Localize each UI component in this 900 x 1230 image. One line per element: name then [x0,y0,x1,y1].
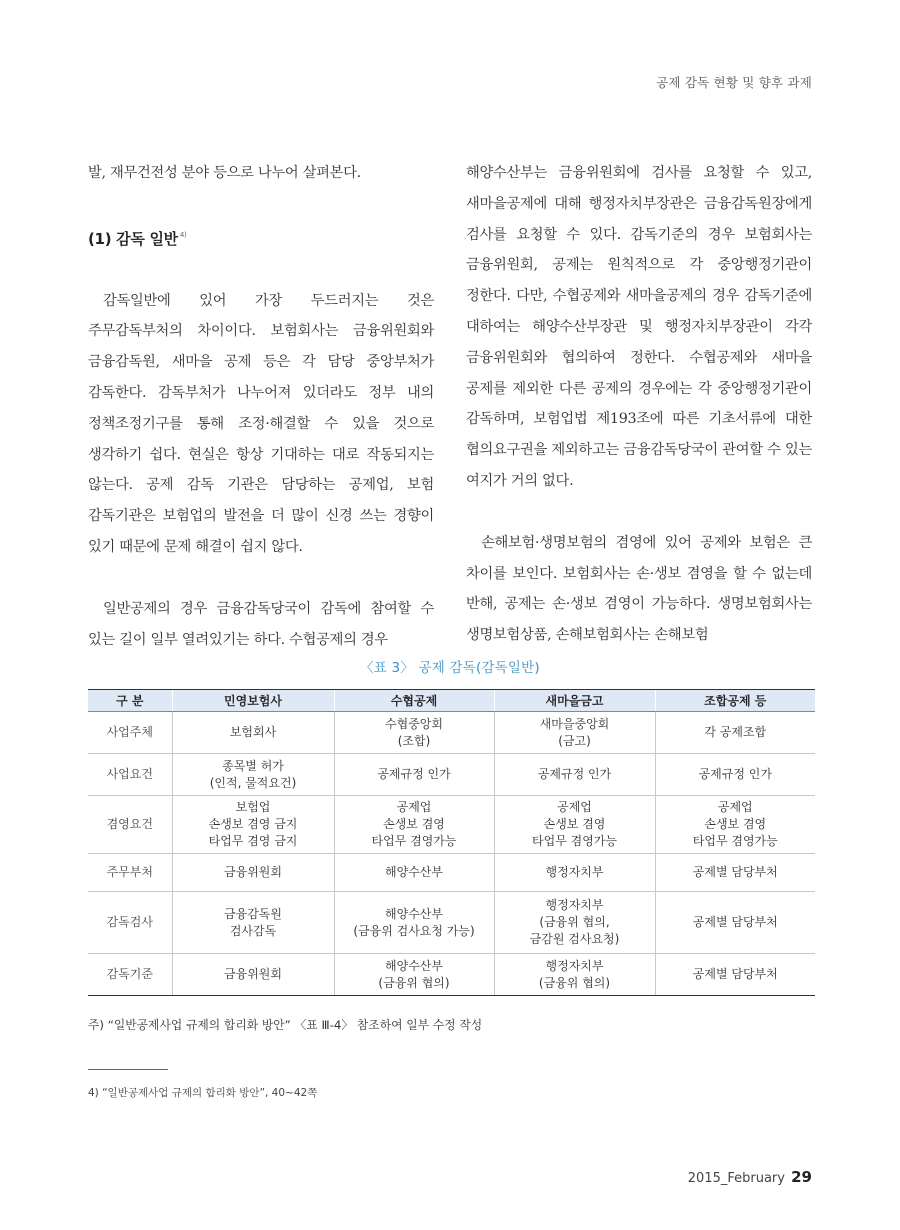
row-label-cell: 사업요건 [88,754,172,796]
table-header-cell: 새마을금고 [494,690,655,712]
section-heading-text: (1) 감독 일반 [88,229,178,248]
table-cell: 공제업 손생보 겸영 타업무 겸영가능 [655,796,815,854]
table-cell: 공제별 담당부처 [655,892,815,954]
supervision-table [88,689,815,996]
table-cell: 공제별 담당부처 [655,954,815,996]
page-number: 29 [791,1168,812,1186]
table-cell: 공제규정 인가 [334,754,494,796]
table-row [88,854,815,892]
footnote: 4) “일반공제사업 규제의 합리화 방안”, 40~42쪽 [88,1087,318,1099]
table-cell: 금융위원회 [172,954,334,996]
issue-label: 2015_February [687,1171,785,1186]
table-cell: 해양수산부 (금융위 검사요청 가능) [334,892,494,954]
table-cell: 해양수산부 (금융위 협의) [334,954,494,996]
left-column [88,158,434,655]
table-row [88,892,815,954]
table-row [88,796,815,854]
table-header-cell: 민영보험사 [172,690,334,712]
table-cell: 행정자치부 (금융위 협의) [494,954,655,996]
table-cell: 수협중앙회 (조합) [334,712,494,754]
table-cell: 보험회사 [172,712,334,754]
table-cell: 공제규정 인가 [494,754,655,796]
table-note: 주) “일반공제사업 규제의 합리화 방안” 〈표 Ⅲ-4〉 참조하여 일부 수정 작성 [88,1018,483,1032]
row-label-cell: 감독검사 [88,892,172,954]
body-paragraph: 손해보험·생명보험의 겸영에 있어 공제와 보험은 큰 차이를 보인다. 보험회사는 손·생보 겸영을 할 수 없는데 반해, 공제는 손·생보 겸영이 가능하다. 생명보험회사는 생명보험상품, 손해보험회사는 손해보험 [466,534,812,644]
table-header-cell: 조합공제 등 [655,690,815,712]
footnote-marker: 4) [179,230,187,239]
body-paragraph: 일반공제의 경우 금융감독당국이 감독에 참여할 수 있는 길이 일부 열려있기는 하다. 수협공제의 경우 [88,600,434,648]
table-header-row [88,690,815,712]
table-cell: 보험업 손생보 겸영 금지 타업무 겸영 금지 [172,796,334,854]
table-caption: 〈표 3〉 공제 감독(감독일반) [360,660,540,676]
table-cell: 새마을중앙회 (금고) [494,712,655,754]
row-label-cell: 감독기준 [88,954,172,996]
running-header: 공제 감독 현황 및 향후 과제 [656,75,812,90]
table-cell: 공제업 손생보 겸영 타업무 겸영가능 [334,796,494,854]
table-row [88,954,815,996]
table-cell: 금융감독원 검사감독 [172,892,334,954]
footnote-divider [88,1069,168,1070]
table-header-cell: 수협공제 [334,690,494,712]
table-cell: 금융위원회 [172,854,334,892]
table-row [88,754,815,796]
table-cell: 해양수산부 [334,854,494,892]
body-paragraph: 해양수산부는 금융위원회에 검사를 요청할 수 있고, 새마을공제에 대해 행정자치부장관은 금융감독원장에게 검사를 요청할 수 있다. 감독기준의 경우 보험회사는 금융위원회, 공제는 원칙적으로 각 중앙행정기관이 정한다. 다만, 수협공제와 새마을공제의 경우 감독기준에 대하여는 해양수산부장관 및 행정자치부장관이 각각 금융위원회와 협의하여 정한다. 수협공제와 새마을 공제를 제외한 다른 공제의 경우에는 각 중앙행정기관이 감독하며, 보험업법 제193조에 따른 기초서류에 대한 협의요구권을 제외하고는 금융감독당국이 관여할 수 있는 여지가 거의 없다. [466,165,812,489]
table-cell: 공제규정 인가 [655,754,815,796]
row-label-cell: 주무부처 [88,854,172,892]
table-row [88,712,815,754]
table-cell: 공제별 담당부처 [655,854,815,892]
table-cell: 행정자치부 (금융위 협의, 금감원 검사요청) [494,892,655,954]
table-cell: 행정자치부 [494,854,655,892]
table-cell: 종목별 허가 (인적, 물적요건) [172,754,334,796]
table-cell: 공제업 손생보 겸영 타업무 겸영가능 [494,796,655,854]
intro-line: 발, 재무건전성 분야 등으로 나누어 살펴본다. [88,165,361,181]
body-paragraph: 감독일반에 있어 가장 두드러지는 것은 주무감독부처의 차이이다. 보험회사는 금융위원회와 금융감독원, 새마을 공제 등은 각 담당 중앙부처가 감독한다. 감독부처가 나누어져 있더라도 정부 내의 정책조정기구를 통해 조정·해결할 수 있을 것으로 생각하기 쉽다. 현실은 항상 기대하는 대로 작동되지는 않는다. 공제 감독 기관은 담당하는 공제업, 보험 감독기관은 보험업의 발전을 더 많이 신경 쓰는 경향이 있기 때문에 문제 해결이 쉽지 않다. [88,292,434,555]
table-cell: 각 공제조합 [655,712,815,754]
section-heading [88,220,434,255]
row-label-cell: 사업주체 [88,712,172,754]
table-header-cell: 구 분 [88,690,172,712]
page-footer [688,1168,812,1186]
row-label-cell: 겸영요건 [88,796,172,854]
right-column [466,158,812,651]
